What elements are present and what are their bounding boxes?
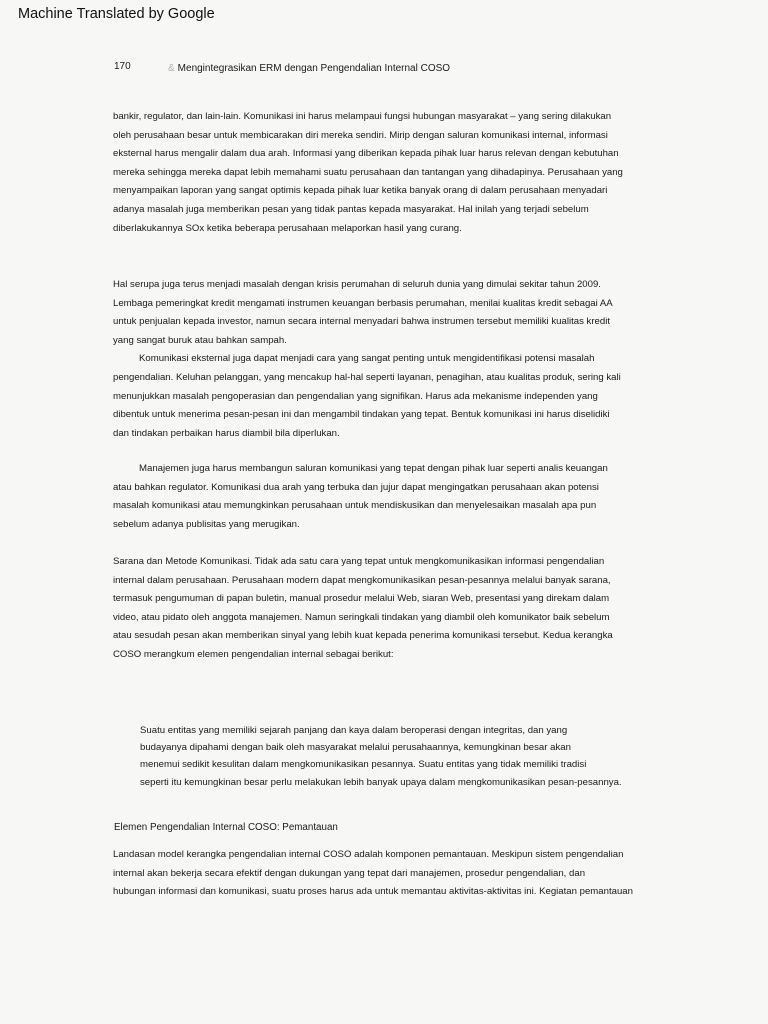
quote-line: seperti itu kemungkinan besar perlu melakukan lebih banyak upaya dalam mengkomunikasikan pesan-pesannya. (140, 776, 622, 788)
text-line: dibentuk untuk menerima pesan-pesan ini dan mengambil tindakan yang tepat. Bentuk komunikasi ini harus diselidiki (113, 409, 610, 421)
running-head (168, 63, 450, 74)
block-quote (140, 722, 622, 791)
page-number: 170 (114, 61, 131, 72)
text-line: Sarana dan Metode Komunikasi. Tidak ada satu cara yang tepat untuk mengkomunikasikan informasi pengendalian (113, 556, 605, 567)
paragraph-1 (113, 108, 623, 238)
text-line: atau bahkan regulator. Komunikasi dua arah yang terbuka dan jujur dapat mengingatkan perusahaan akan potensi (113, 481, 599, 493)
quote-line: Suatu entitas yang memiliki sejarah panjang dan kaya dalam beroperasi dengan integritas, dan yang (140, 725, 568, 736)
text-line: untuk penjualan kepada investor, namun secara internal menyadari bahwa instrumen tersebut memiliki kualitas kredit (113, 316, 611, 328)
translation-banner: Machine Translated by Google (18, 6, 215, 22)
text-line: termasuk pengumuman di papan buletin, manual prosedur melalui Web, siaran Web, presentasi yang direkam dalam (113, 593, 610, 605)
text-line: hubungan informasi dan komunikasi, suatu proses harus ada untuk memantau aktivitas-aktivitas ini. Kegiatan pemantauan (113, 886, 633, 898)
text-line: atau sesudah pesan akan memberikan sinyal yang lebih kuat kepada penerima komunikasi tersebut. Kedua kerangka (113, 630, 613, 642)
text-line: mereka sehingga mereka dapat lebih memahami suatu perusahaan dan tantangan yang dihadapinya. Perusahaan yang (113, 166, 623, 178)
text-line: yang sangat buruk atau bahkan sampah. (113, 334, 287, 346)
paragraph-6 (113, 846, 633, 902)
text-line: diberlakukannya SOx ketika beberapa perusahaan melaporkan hasil yang curang. (113, 222, 462, 234)
text-line: menyampaikan laporan yang sangat optimis kepada pihak luar ketika banyak orang di dalam perusahaan menyadari (113, 185, 608, 197)
text-line: menunjukkan masalah pengoperasian dan pengendalian yang signifikan. Harus ada mekanisme independen yang (113, 390, 598, 402)
text-line: pengendalian. Keluhan pelanggan, yang mencakup hal-hal seperti layanan, penagihan, atau kualitas produk, sering kali (113, 371, 621, 383)
text-line: dan tindakan perbaikan harus diambil bila diperlukan. (113, 427, 340, 439)
text-line: Manajemen juga harus membangun saluran komunikasi yang tepat dengan pihak luar seperti analis keuangan (139, 463, 608, 474)
paragraph-2 (113, 276, 621, 443)
quote-line: budayanya dipahami dengan baik oleh masyarakat melalui perusahaannya, kemungkinan besar akan (140, 742, 571, 754)
text-line: Lembaga pemeringkat kredit mengamati instrumen keuangan berbasis perumahan, menilai kualitas kredit sebagai AA (113, 297, 613, 309)
running-title: Mengintegrasikan ERM dengan Pengendalian Internal COSO (177, 63, 451, 74)
text-line: eksternal harus mengalir dalam dua arah. Informasi yang diberikan kepada pihak luar harus relevan dengan kebutuhan (113, 148, 619, 160)
text-line: internal akan bekerja secara efektif dengan dukungan yang tepat dari manajemen, prosedur pengendalian, dan (113, 867, 586, 879)
ampersand-glyph: & (168, 63, 175, 74)
text-line: Komunikasi eksternal juga dapat menjadi cara yang sangat penting untuk mengidentifikasi potensi masalah (139, 353, 595, 365)
quote-line: menemui sedikit kesulitan dalam mengkomunikasikan pesannya. Suatu entitas yang tidak memiliki tradisi (140, 759, 587, 771)
text-line: masalah komunikasi atau memungkinkan perusahaan untuk mendiskusikan dan menyelesaikan masalah apa pun (113, 500, 597, 512)
text-line: internal dalam perusahaan. Perusahaan modern dapat mengkomunikasikan pesan-pesannya melalui banyak sarana, (113, 574, 611, 586)
text-line: bankir, regulator, dan lain-lain. Komunikasi ini harus melampaui fungsi hubungan masyarakat – yang sering dilakukan (113, 111, 612, 122)
paragraph-5 (113, 553, 613, 665)
text-line: oleh perusahaan besar untuk membicarakan diri mereka sendiri. Mirip dengan saluran komunikasi internal, informasi (113, 129, 608, 141)
text-line: Landasan model kerangka pengendalian internal COSO adalah komponen pemantauan. Meskipun sistem pengendalian (113, 849, 624, 860)
text-line: COSO merangkum elemen pengendalian internal sebagai berikut: (113, 648, 394, 660)
paragraph-4 (113, 460, 608, 534)
text-line: Hal serupa juga terus menjadi masalah dengan krisis perumahan di seluruh dunia yang dimulai sekitar tahun 2009. (113, 279, 601, 290)
text-line: sebelum adanya publisitas yang merugikan. (113, 518, 300, 530)
text-line: video, atau pidato oleh anggota manajemen. Namun seringkali tindakan yang diambil oleh komunikator baik sebelum (113, 611, 610, 623)
text-line: adanya masalah juga memberikan pesan yang tidak pantas kepada masyarakat. Hal inilah yang terjadi sebelum (113, 203, 589, 215)
section-heading: Elemen Pengendalian Internal COSO: Pemantauan (114, 822, 338, 833)
